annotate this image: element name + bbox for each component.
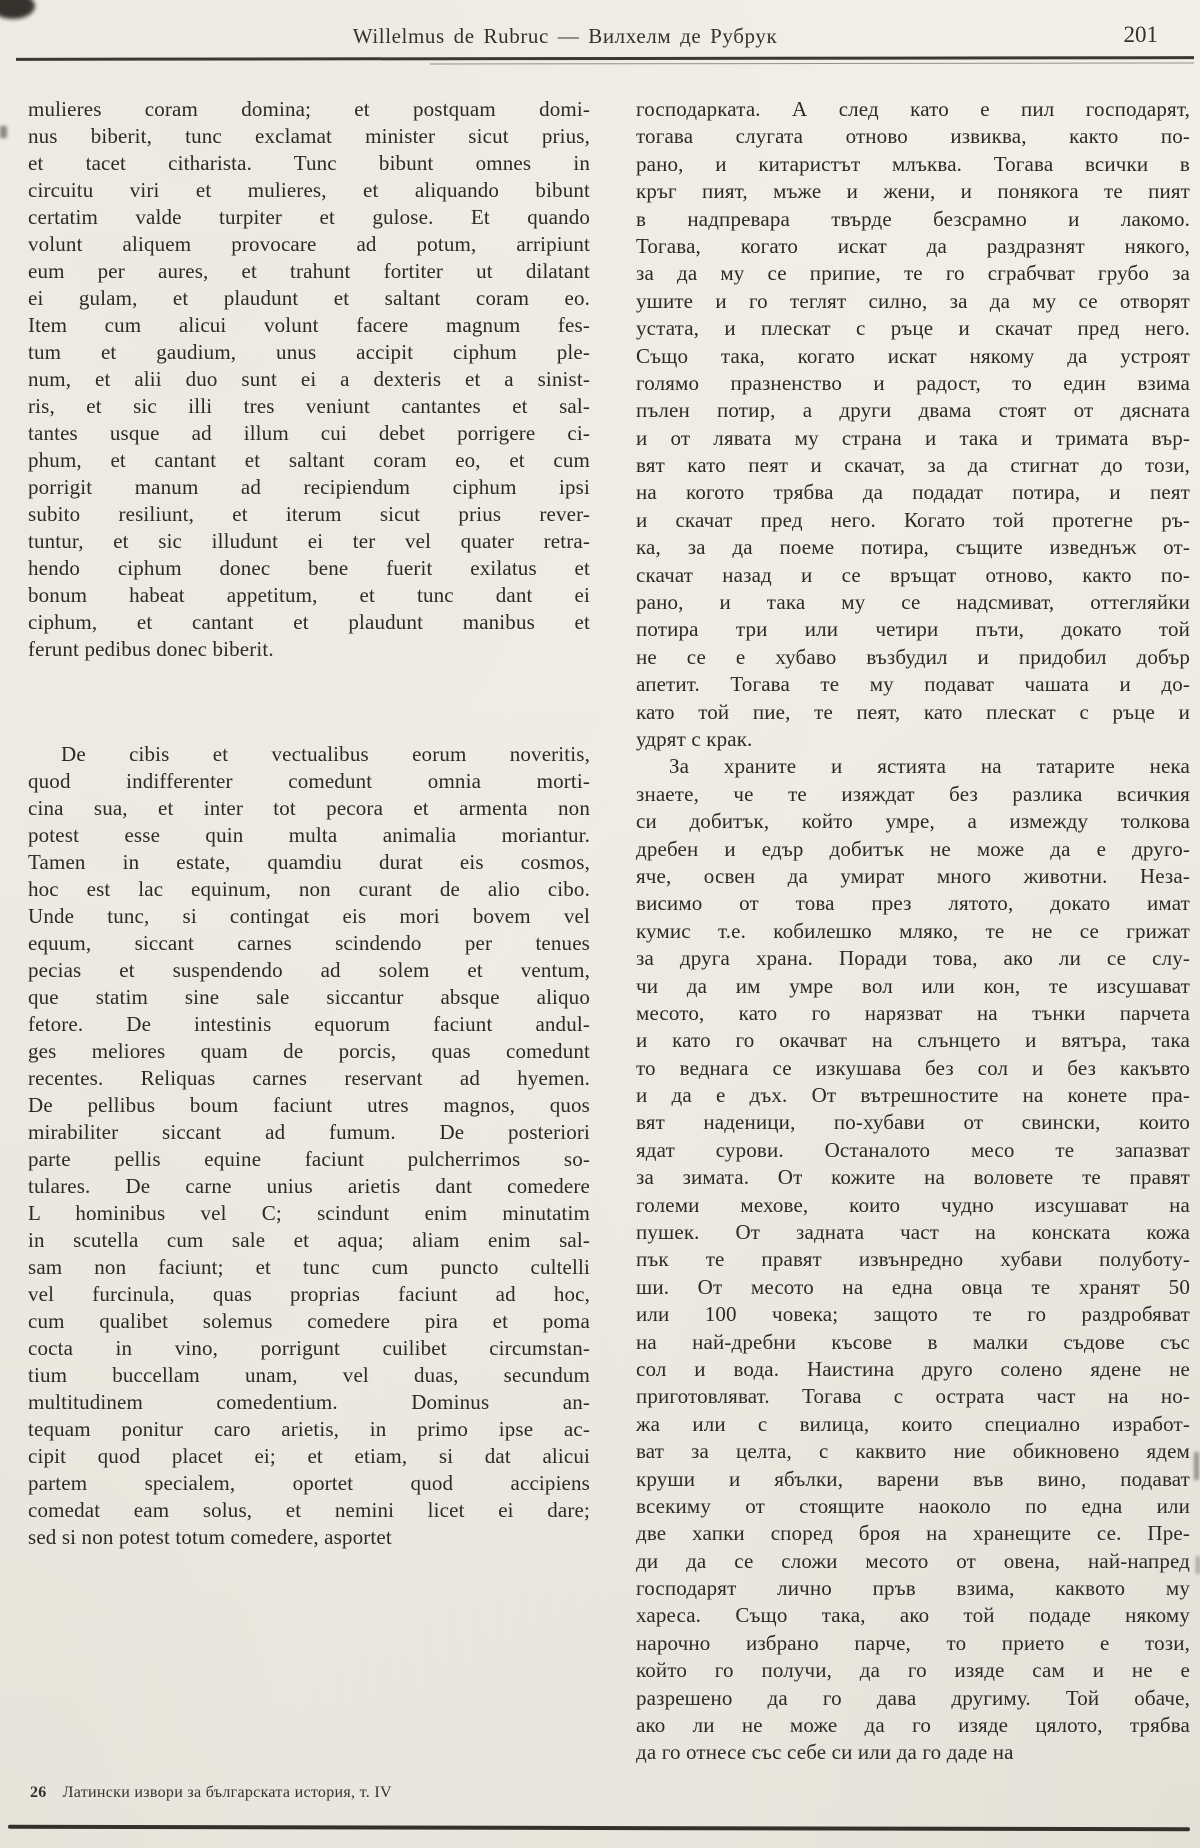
text-line: potest esse quin multa animalia moriantur. <box>28 823 590 847</box>
text-line: вят като пеят и скачат, за да стигнат до този, <box>636 453 1190 478</box>
text-line: circuitu viri et mulieres, et aliquando bibunt <box>28 178 590 202</box>
scan-artifact-right-edge <box>1196 1556 1200 1574</box>
text-line: си добитък, който умре, а измежду толкова <box>636 809 1190 834</box>
text-line: чи да им умре вол или кон, те изсушават <box>636 973 1190 998</box>
text-line: L hominibus vel C; scindunt enim minutatim <box>28 1201 590 1225</box>
text-line: две хапки според броя на хранещите се. Пре- <box>636 1521 1190 1546</box>
page-footer <box>30 1784 392 1802</box>
text-line: partem specialem, oportet quod accipiens <box>28 1471 590 1495</box>
bulgarian-paragraph-2 <box>636 753 1190 1766</box>
text-line: господарката. А след като е пил господарят, <box>636 97 1190 121</box>
text-line: сол и вода. Наистина друго солено ядене не <box>636 1356 1190 1381</box>
text-line: cipit quod placet ei; et etiam, si dat alicui <box>28 1444 590 1468</box>
text-line: за зимата. От кожите на воловете те правят <box>636 1165 1190 1190</box>
text-line: който го получи, да го изяде сам и не е <box>636 1658 1190 1683</box>
text-line: num, et alii duo sunt ei a dexteris et a sinist- <box>28 367 590 391</box>
text-line: и скачат пред него. Когато той протегне ръ- <box>636 507 1190 532</box>
text-line: всекиму от стоящите наоколо по една или <box>636 1493 1190 1518</box>
text-line: Тогава, когато искат да раздразнят някого, <box>636 233 1190 258</box>
text-line: пушек. От задната част на конската кожа <box>636 1220 1190 1245</box>
text-line: не се е хубаво възбудил и придобил добър <box>636 644 1190 669</box>
text-line: in scutella cum sale et aqua; aliam enim sal- <box>28 1228 590 1252</box>
text-line: кръг пият, мъже и жени, и понякога те пият <box>636 179 1190 204</box>
bulgarian-translation-column <box>636 96 1190 1767</box>
text-line: cocta in vino, porrigunt cuilibet circumstan- <box>28 1336 590 1360</box>
text-line: и от лявата му страна и така и тримата вър- <box>636 425 1190 450</box>
text-line: hendo ciphum donec bene fuerit exilatus et <box>28 556 590 580</box>
text-line: vel furcinula, quas proprias faciunt ad hoc, <box>28 1282 590 1306</box>
running-title: Willelmus de Rubruc — Вилхелм де Рубрук <box>352 24 778 48</box>
text-line: апетит. Тогава те му подават чашата и до- <box>636 672 1190 697</box>
text-line: tantes usque ad illum cui debet porrigere ci- <box>28 421 590 445</box>
header-rule-secondary <box>430 62 1194 64</box>
text-line: скачат назад и се връщат отново, както по- <box>636 562 1190 587</box>
text-line: хареса. Също така, ако той подаде някому <box>636 1603 1190 1628</box>
text-line: tum et gaudium, unus accipit ciphum ple- <box>28 340 590 364</box>
text-line: mirabiliter siccant ad fumum. De posteriori <box>28 1120 590 1144</box>
text-line: голямо празненство и радост, то един взима <box>636 370 1190 395</box>
text-line: яче, освен да умират много животни. Неза- <box>636 863 1190 888</box>
text-line: ушите и го теглят силно, за да му се отворят <box>636 288 1190 313</box>
text-line: вят наденици, по-хубави от свински, които <box>636 1110 1190 1135</box>
text-line: cina sua, et inter tot pecora et armenta non <box>28 796 590 820</box>
text-line: parte pellis equine faciunt pulcherrimos so- <box>28 1147 590 1171</box>
text-line: ciphum, et cantant et plaudunt manibus et <box>28 610 590 634</box>
footer-signature-number: 26 <box>30 1784 47 1801</box>
text-line: пълен потир, а други двама стоят от дясната <box>636 398 1190 423</box>
text-line: phum, et cantant et saltant coram eo, et cum <box>28 448 590 472</box>
text-line: на най-дребни късове в малки съдове със <box>636 1329 1190 1354</box>
text-line: certatim valde turpiter et gulose. Et quando <box>28 205 590 229</box>
text-line: устата, и плескат с ръце и скачат пред него. <box>636 316 1190 341</box>
text-line: или 100 човека; защото те го раздробяват <box>636 1302 1190 1327</box>
bottom-rule <box>8 1825 1190 1831</box>
text-line: ges meliores quam de porcis, quas comedunt <box>28 1039 590 1063</box>
text-line: разрешено да го дава другиму. Той обаче, <box>636 1685 1190 1710</box>
text-line: ка, за да поеме потира, същите изведнъж от- <box>636 535 1190 560</box>
text-line: и като го окачват на слънцето и вятъра, така <box>636 1028 1190 1053</box>
latin-paragraph-1 <box>28 96 590 663</box>
text-line: Също така, когато искат някому да устроят <box>636 343 1190 368</box>
text-line: като той пие, те пеят, като плескат с ръце и <box>636 699 1190 724</box>
text-line: пък те правят извънредно хубави полуботу- <box>636 1247 1190 1272</box>
text-line: tium buccellam unam, vel duas, secundum <box>28 1363 590 1387</box>
text-line: круши и ябълки, варени във вино, подават <box>636 1466 1190 1491</box>
text-line: и да е дъх. От вътрешностите на конете пра- <box>636 1083 1190 1108</box>
text-line: De pellibus boum faciunt utres magnos, quos <box>28 1093 590 1117</box>
text-line: удрят с крак. <box>636 726 753 751</box>
text-line: equum, siccant carnes scindendo per tenues <box>28 931 590 955</box>
text-line: ако ли не може да го изяде цялото, трябва <box>636 1713 1190 1738</box>
text-line: Tamen in estate, quamdiu durat eis cosmos, <box>28 850 590 874</box>
text-line: потира три или четири пъти, докато той <box>636 617 1190 642</box>
text-line: eum per aures, et trahunt fortiter ut dilatant <box>28 259 590 283</box>
footer-series-title: Латински извори за българската история, т. IV <box>62 1784 392 1801</box>
text-line: да го отнесе със себе си или да го даде на <box>636 1740 1014 1765</box>
text-line: За храните и ястията на татарите нека <box>669 754 1190 779</box>
text-line: mulieres coram domina; et postquam domi- <box>28 97 590 121</box>
text-line: ват за целта, с каквито ние обикновено ядем <box>636 1439 1190 1464</box>
text-line: pecias et suspendendo ad solem et ventum, <box>28 958 590 982</box>
text-line: fetore. De intestinis equorum faciunt andul- <box>28 1012 590 1036</box>
text-line: De cibis et vectualibus eorum noveritis, <box>61 742 590 766</box>
text-line: за друга храна. Поради това, ако ли се слу- <box>636 946 1190 971</box>
text-line: Item cum alicui volunt facere magnum fes- <box>28 313 590 337</box>
scan-artifact-right-edge <box>1194 1452 1199 1480</box>
text-line: ди да се сложи месото от овена, най-напред <box>636 1548 1190 1573</box>
text-line: ядат сурови. Останалото месо те запазват <box>636 1137 1190 1162</box>
text-line: bonum habeat appetitum, et tunc dant ei <box>28 583 590 607</box>
latin-paragraph-2 <box>28 741 590 1551</box>
page-number: 201 <box>1123 22 1158 47</box>
header-rule <box>16 56 1194 61</box>
bulgarian-paragraph-1 <box>636 96 1190 753</box>
text-line: ei gulam, et plaudunt et saltant coram eo. <box>28 286 590 310</box>
text-line: в надпревара твърде безсрамно и лакомо. <box>636 206 1190 231</box>
text-line: знаете, че те изяждат без разлика всичкия <box>636 781 1190 806</box>
text-line: за да му се припие, те го сграбчват грубо за <box>636 261 1190 286</box>
text-line: рано, и така му се надсмиват, оттегляйки <box>636 590 1190 615</box>
scan-artifact-corner <box>0 0 35 19</box>
text-line: тогава слугата отново извиква, както по- <box>636 124 1190 149</box>
text-line: кумис т.е. кобилешко мляко, те не се грижат <box>636 918 1190 943</box>
text-line: cum qualibet solemus comedere pira et poma <box>28 1309 590 1333</box>
text-line: то веднага се изкушава без сол и без какъвто <box>636 1055 1190 1080</box>
text-line: Unde tunc, si contingat eis mori bovem vel <box>28 904 590 928</box>
text-line: volunt aliquem provocare ad potum, arripiunt <box>28 232 590 256</box>
text-line: tuntur, et sic illudunt ei ter vel quater retra- <box>28 529 590 553</box>
text-line: дребен и едър добитък не може да е друго- <box>636 836 1190 861</box>
text-line: нарочно избрано парче, то прието е този, <box>636 1630 1190 1655</box>
text-line: ris, et sic illi tres veniunt cantantes et sal- <box>28 394 590 418</box>
text-line: рано, и китаристът млъква. Тогава всички в <box>636 151 1190 176</box>
text-line: tequam ponitur caro arietis, in primo ipse ac- <box>28 1417 590 1441</box>
text-line: господарят лично пръв взима, каквото му <box>636 1576 1190 1601</box>
text-line: recentes. Reliquas carnes reservant ad hyemen. <box>28 1066 590 1090</box>
text-line: ши. От месото на една овца те хранят 50 <box>636 1274 1190 1299</box>
text-line: приготовляват. Тогава с острата част на но- <box>636 1384 1190 1409</box>
latin-text-column <box>28 96 590 1551</box>
text-line: месото, като го нарязват на тънки парчета <box>636 1000 1190 1025</box>
text-line: multitudinem comedentium. Dominus an- <box>28 1390 590 1414</box>
text-line: subito resiliunt, et iterum sicut prius rever- <box>28 502 590 526</box>
text-line: sed si non potest totum comedere, asportet <box>28 1525 392 1549</box>
text-line: quod indifferenter comedunt omnia morti- <box>28 769 590 793</box>
text-line: et tacet citharista. Tunc bibunt omnes in <box>28 151 590 175</box>
text-line: porrigit manum ad recipiendum ciphum ipsi <box>28 475 590 499</box>
text-line: hoc est lac equinum, non curant de alio cibo. <box>28 877 590 901</box>
text-line: sam non faciunt; et tunc cum puncto cultelli <box>28 1255 590 1279</box>
text-line: на когото трябва да подадат потира, и пеят <box>636 480 1190 505</box>
text-line: comedat eam solus, et nemini licet ei dare; <box>28 1498 590 1522</box>
text-line: големи мехове, които чудно изсушават на <box>636 1192 1190 1217</box>
text-line: nus biberit, tunc exclamat minister sicut prius, <box>28 124 590 148</box>
text-line: que statim sine sale siccantur absque aliquo <box>28 985 590 1009</box>
text-line: tulares. De carne unius arietis dant comedere <box>28 1174 590 1198</box>
text-line: жа или с вилица, които специално изработ- <box>636 1411 1190 1436</box>
text-line: висимо от това през лятото, докато имат <box>636 891 1190 916</box>
scan-artifact-left-edge <box>0 126 7 138</box>
text-line: ferunt pedibus donec biberit. <box>28 637 274 661</box>
